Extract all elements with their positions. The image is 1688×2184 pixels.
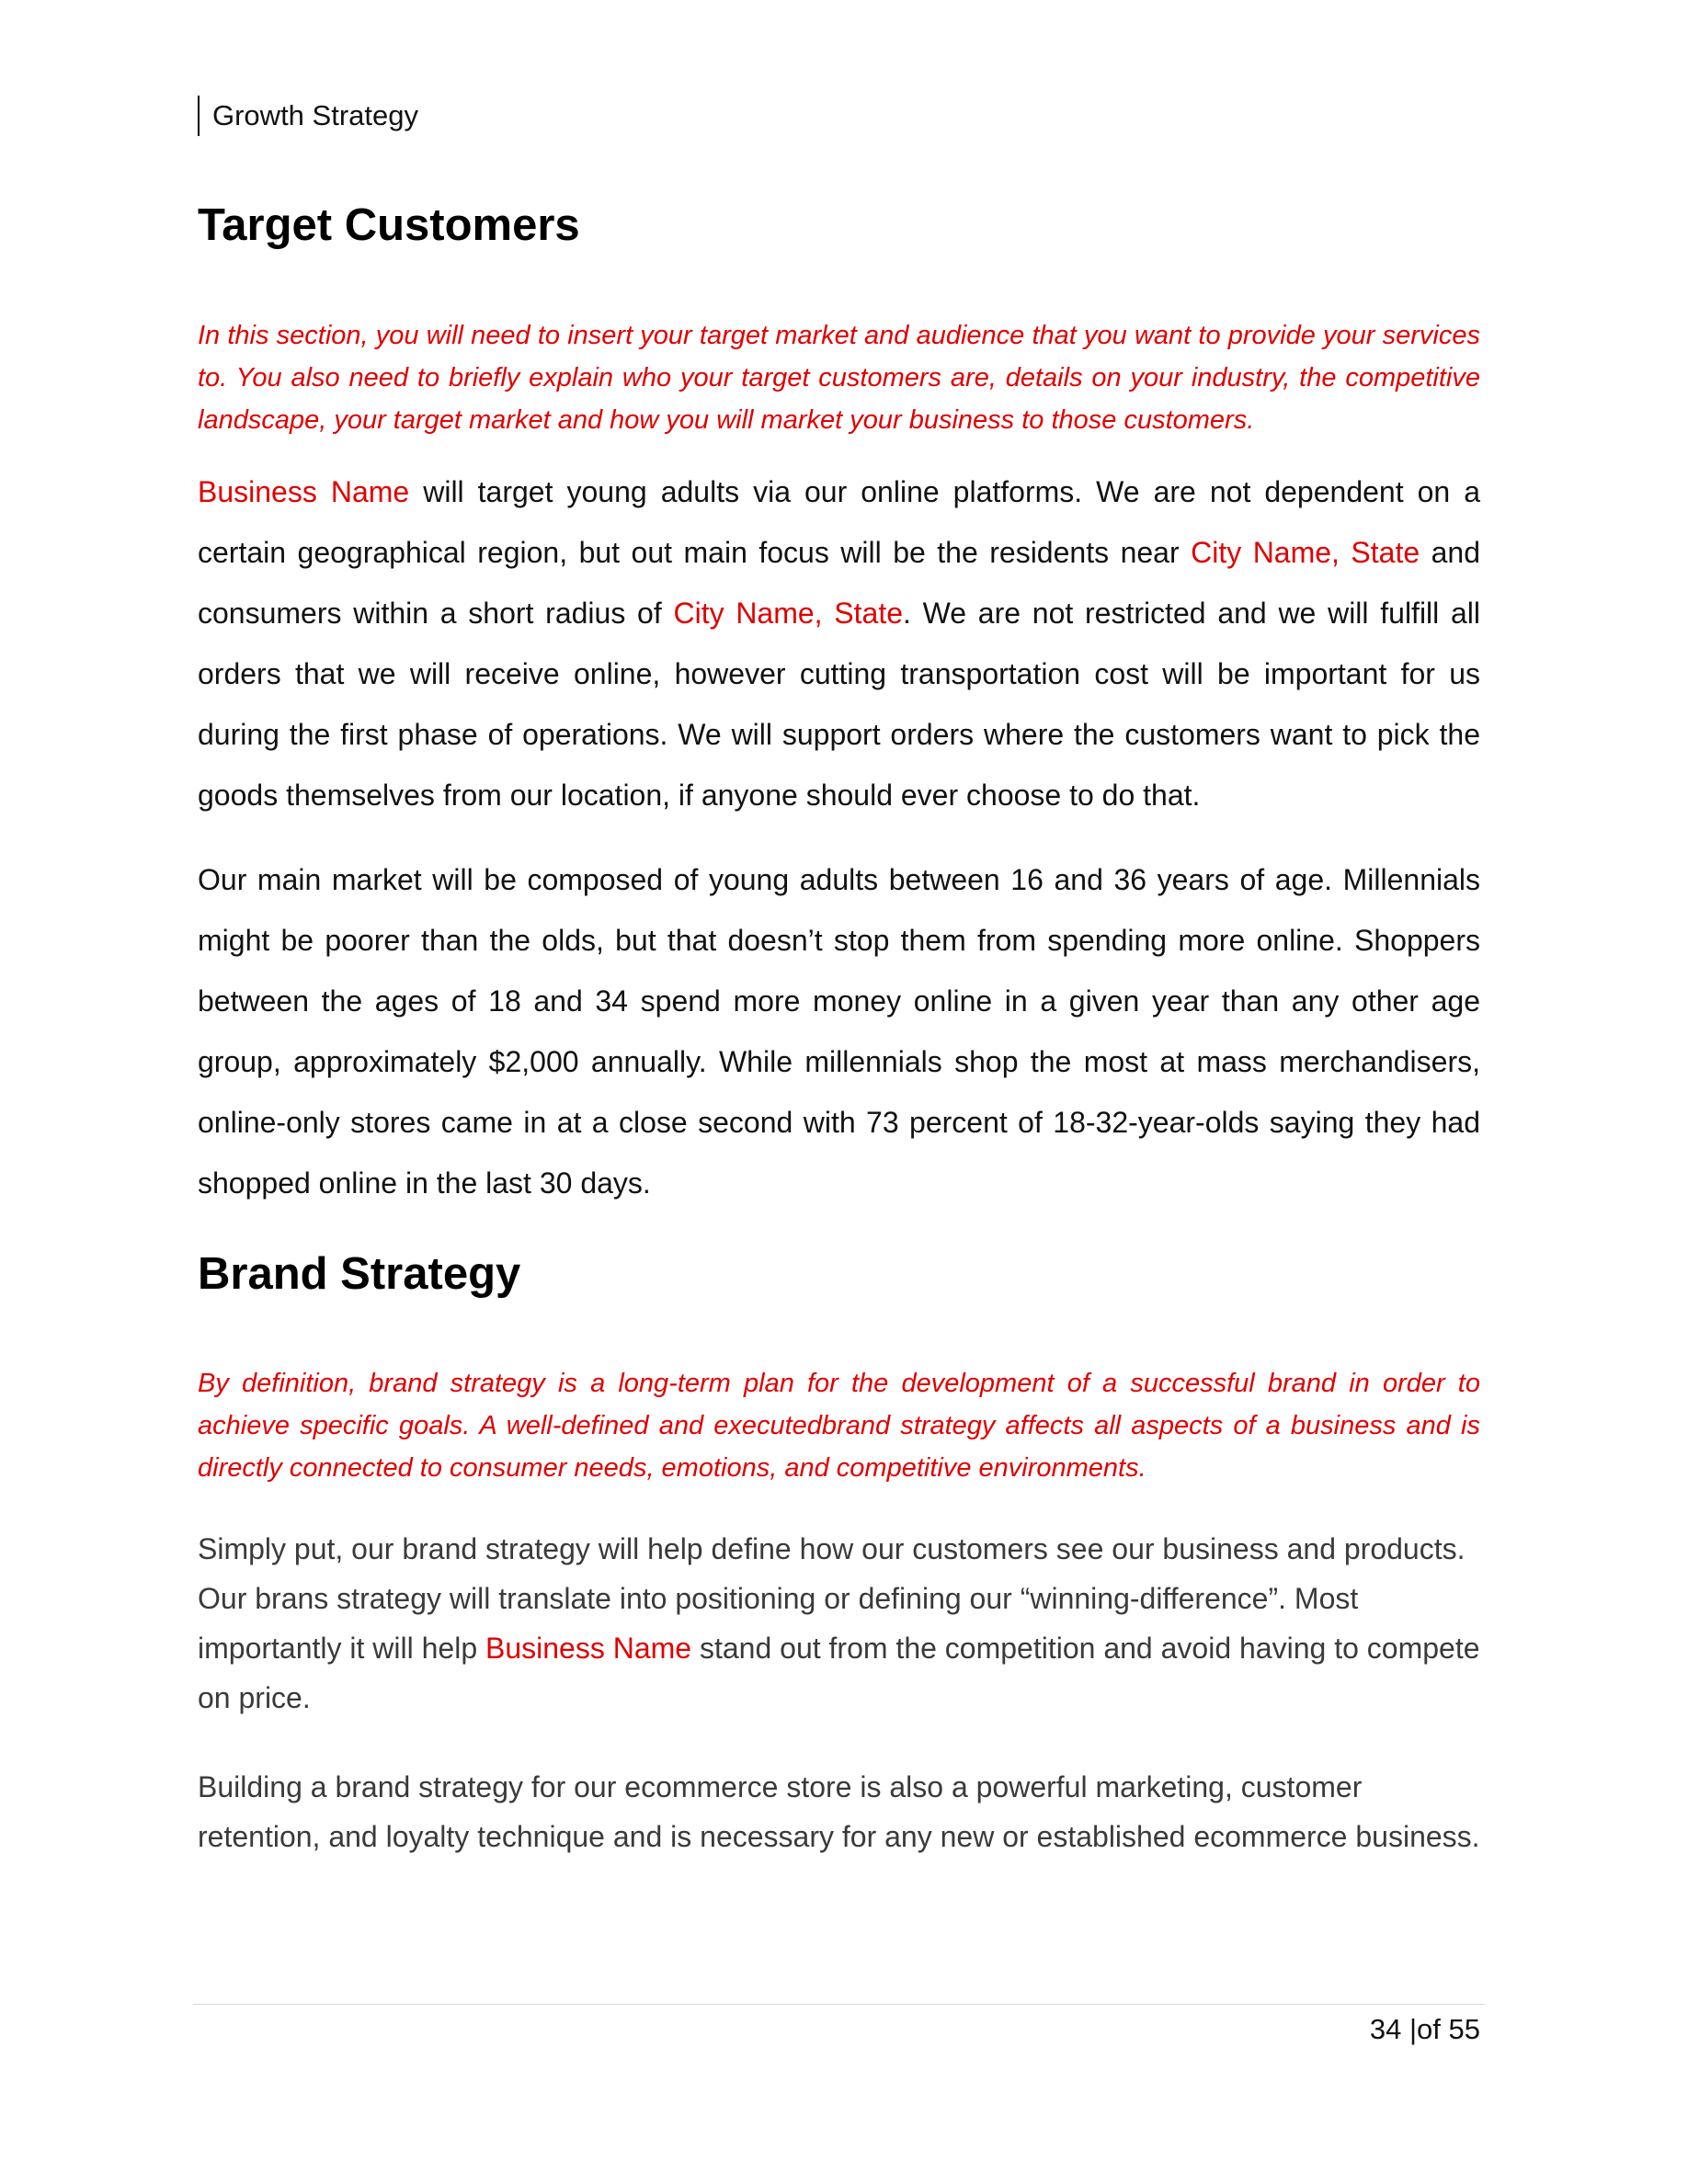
- city-placeholder: City Name, State: [673, 597, 904, 630]
- brand-strategy-section: [198, 1246, 1480, 1302]
- footer-divider: [193, 2004, 1485, 2005]
- instruction-note: In this section, you will need to insert your target market and audience that you want to provide your services to. You also need to briefly explain who your target customers are, details on your industry, the competitive landscape, your target market and how you will market your business to those customers.: [198, 321, 1480, 435]
- paragraph-text: will target young adults via our online platforms. We are not dependent on a certain geographical region, but out main focus will be the residents near: [198, 475, 1481, 569]
- running-header: Growth Strategy: [198, 96, 418, 136]
- section-title-brand-strategy: Brand Strategy: [198, 1249, 521, 1299]
- body-paragraph: [198, 1524, 1480, 1723]
- brand-strategy-instructions: [198, 1362, 1480, 1489]
- brand-strategy-paragraph-1: [198, 1524, 1480, 1723]
- page-total: |of 55: [1401, 2013, 1480, 2045]
- business-name-placeholder: Business Name: [485, 1632, 692, 1665]
- paragraph-text: . We are not restricted and we will fulfill all orders that we will receive online, however cutting transportation cost will be important for us during the first phase of operations. We will support orders where the customers want to pick the goods themselves from our location, if anyone should ever choose to do that.: [198, 597, 1481, 812]
- paragraph-text: stand out from the competition and avoid having to compete on price.: [198, 1632, 1480, 1714]
- instruction-note: By definition, brand strategy is a long-term plan for the development of a successful brand in order to achieve specific goals. A well-defined and executedbrand strategy affects all aspects of a business and is directly connected to consumer needs, emotions, and competitive environments.: [198, 1369, 1480, 1483]
- business-name-placeholder: Business Name: [198, 475, 410, 508]
- city-placeholder: City Name, State: [1191, 536, 1420, 569]
- body-paragraph: Our main market will be composed of young adults between 16 and 36 years of age. Millennials might be poorer than the olds, but that doesn’t stop them from spending more online. Shoppers between the ages of 18 and 34 spend more money online in a given year than any other age group, approximately $2,000 annually. While millennials shop the most at mass merchandisers, online-only stores came in at a close second with 73 percent of 18-32-year-olds saying they had shopped online in the last 30 days.: [198, 863, 1480, 1200]
- body-paragraph: Building a brand strategy for our ecommerce store is also a powerful marketing, customer retention, and loyalty technique and is necessary for any new or established ecommerce business.: [198, 1770, 1480, 1853]
- paragraph-text: Simply put, our brand strategy will help define how our customers see our business and products. Our brans strategy will translate into positioning or defining our “winning-difference”. Most importantly it will help: [198, 1532, 1466, 1665]
- target-customers-section: [198, 198, 1480, 253]
- section-title-target-customers: Target Customers: [198, 200, 580, 250]
- body-paragraph: [198, 461, 1480, 825]
- paragraph-text: and consumers within a short radius of: [198, 536, 1481, 630]
- brand-strategy-paragraph-2: [198, 1762, 1480, 1861]
- target-customers-instructions: [198, 314, 1480, 441]
- target-customers-paragraph-1: [198, 461, 1480, 825]
- page-current: 34: [1369, 2013, 1402, 2045]
- page-number: [1370, 2009, 1480, 2050]
- target-customers-paragraph-2: [198, 849, 1480, 1213]
